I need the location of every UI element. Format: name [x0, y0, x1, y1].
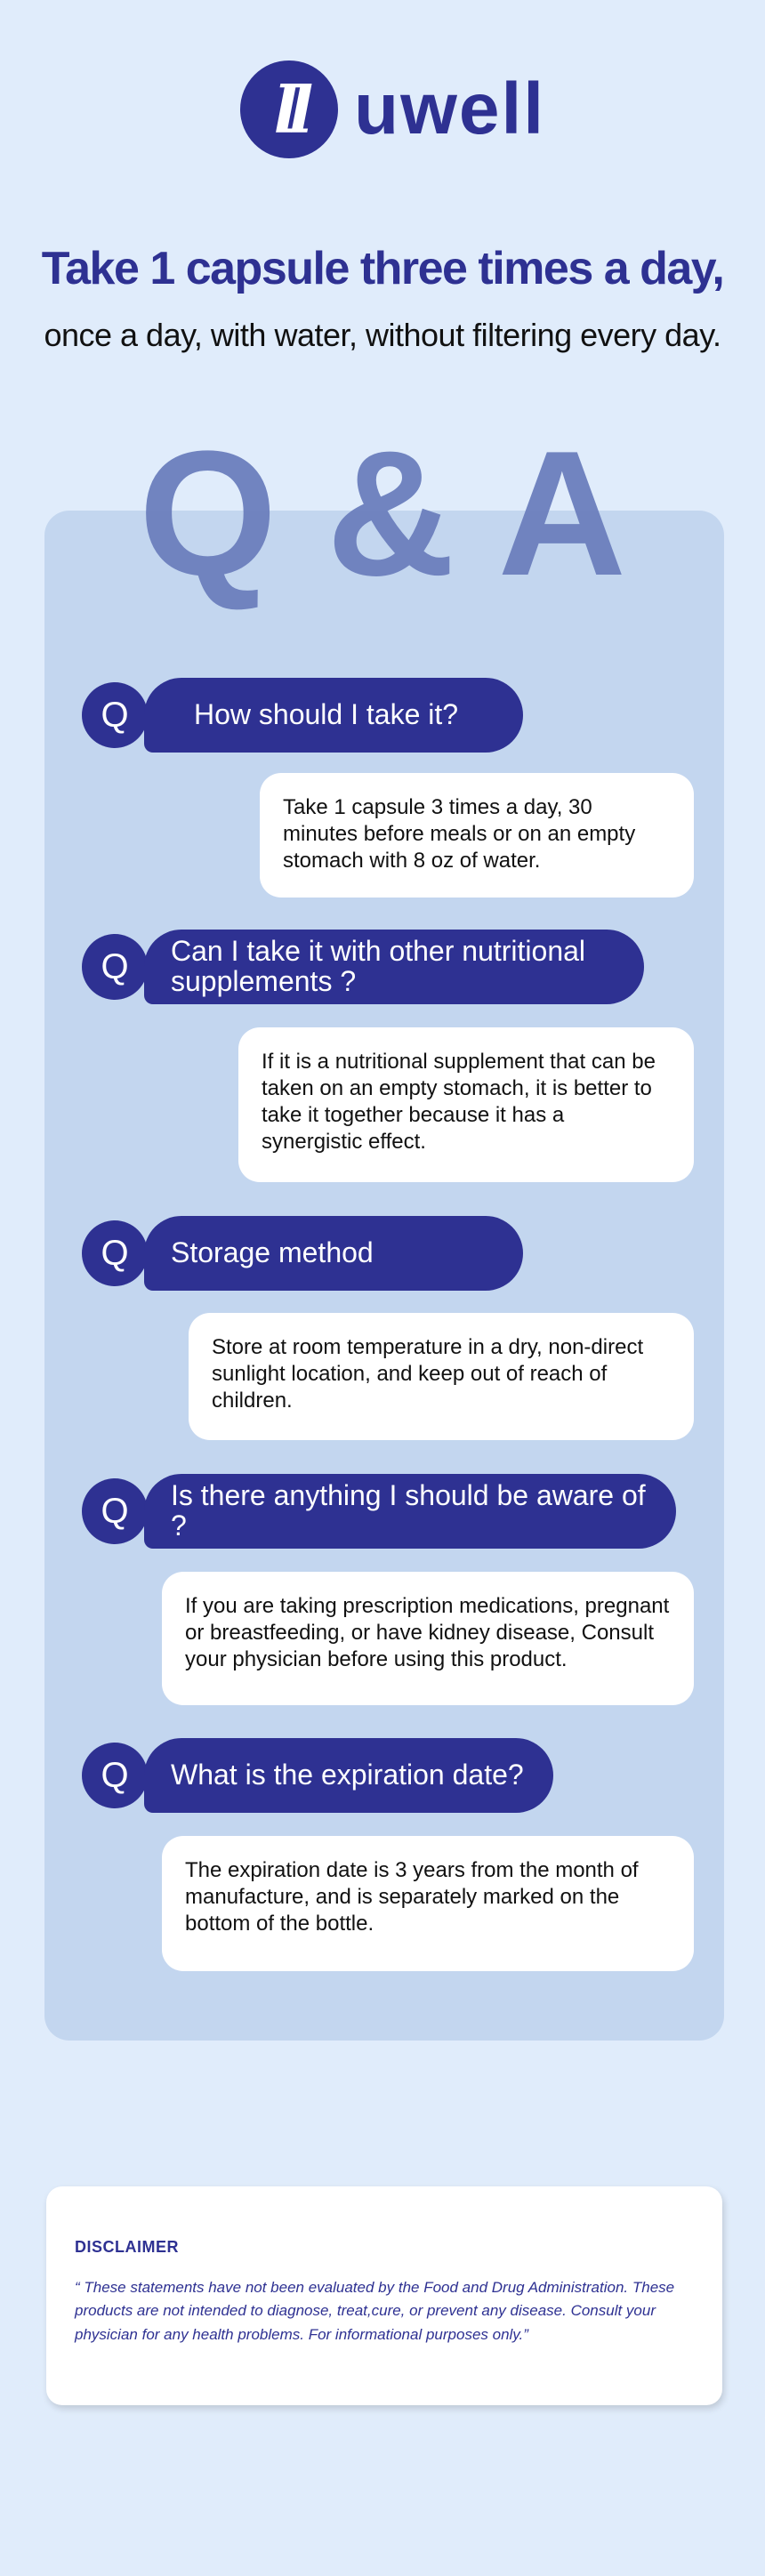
brand-mark-icon: ll — [240, 60, 338, 158]
page-headline: Take 1 capsule three times a day, — [41, 243, 724, 294]
brand-logo — [240, 60, 545, 158]
question-icon: Q — [82, 1743, 148, 1808]
question-bubble: What is the expiration date? — [144, 1738, 553, 1813]
question-bubble: Is there anything I should be aware of ? — [144, 1474, 676, 1549]
answer-bubble: The expiration date is 3 years from the month of manufacture, and is separately marked on the bottom of the bottle. — [162, 1836, 694, 1971]
question-bubble: How should I take it? — [144, 678, 523, 753]
question-icon: Q — [82, 1220, 148, 1286]
answer-bubble: If you are taking prescription medications, pregnant or breastfeeding, or have kidney disease, Consult your physician before using this product. — [162, 1572, 694, 1705]
question-bubble: Can I take it with other nutritional supplements ? — [144, 930, 644, 1004]
answer-bubble: Take 1 capsule 3 times a day, 30 minutes before meals or on an empty stomach with 8 oz of water. — [260, 773, 694, 898]
question-bubble: Storage method — [144, 1216, 523, 1291]
brand-name: uwell — [354, 68, 546, 149]
disclaimer-body: “ These statements have not been evaluated by the Food and Drug Administration. These products are not intended to diagnose, treat,cure, or prevent any disease. Consult your physician for any health problems. For informational purposes only.” — [75, 2279, 675, 2343]
page-subline: once a day, with water, without filtering every day. — [44, 317, 721, 353]
disclaimer-title: DISCLAIMER — [75, 2238, 179, 2256]
qa-title: Q & A — [138, 415, 627, 613]
disclaimer-card — [46, 2186, 722, 2405]
question-icon: Q — [82, 682, 148, 748]
answer-bubble: Store at room temperature in a dry, non-direct sunlight location, and keep out of reach of children. — [189, 1313, 694, 1440]
question-icon: Q — [82, 934, 148, 1000]
answer-bubble: If it is a nutritional supplement that can be taken on an empty stomach, it is better to take it together because it has a synergistic effect. — [238, 1027, 694, 1182]
question-icon: Q — [82, 1478, 148, 1544]
